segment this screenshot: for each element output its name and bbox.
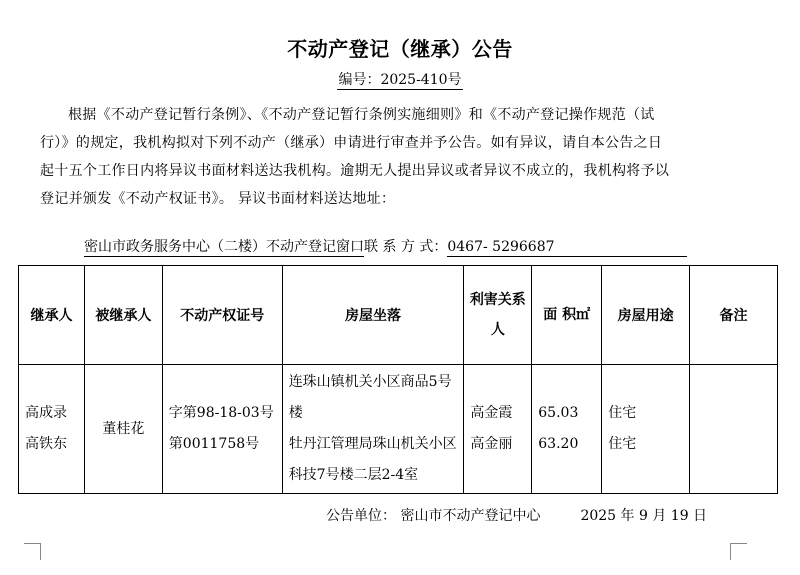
address-line — [84, 236, 687, 257]
announcement-paragraph — [40, 101, 740, 213]
heir-name: 高铁东 — [25, 436, 67, 452]
heir-name: 高成录 — [25, 405, 67, 421]
footer — [326, 505, 707, 525]
header-location: 房屋坐落 — [282, 266, 464, 365]
header-cert: 不动产权证号 — [162, 266, 282, 365]
party-name: 高金丽 — [470, 436, 513, 452]
paragraph-line: 登记并颁发《不动产权证书》。 异议书面材料送达地址： — [40, 191, 396, 207]
contact-phone: 0467- 5296687 — [447, 239, 687, 257]
announcement-number-text: 编号：2025-410号 — [338, 72, 462, 88]
area-value: 63.20 — [538, 436, 579, 452]
announcement-number — [0, 69, 800, 89]
table-row — [19, 365, 778, 494]
header-decedent: 被继承人 — [84, 266, 162, 365]
delivery-address: 密山市政务服务中心（二楼）不动产登记窗口 — [84, 239, 364, 255]
header-heir: 继承人 — [19, 266, 85, 365]
cell-note — [690, 365, 778, 494]
cell-cert: 字第98-18-03号第0011758号 — [162, 365, 282, 494]
header-note: 备注 — [690, 266, 778, 365]
header-use: 房屋用途 — [602, 266, 690, 365]
inheritance-table — [18, 265, 778, 494]
header-area: 面 积㎡ — [532, 266, 602, 365]
use-value: 住宅 — [608, 405, 637, 421]
party-name: 高金霞 — [470, 405, 513, 421]
paragraph-line: 行）》的规定，我机构拟对下列不动产（继承）申请进行审查并予公告。如有异议，请自本公告之日 — [40, 135, 663, 151]
paragraph-line: 根据《不动产登记暂行条例》、《不动产登记暂行条例实施细则》和《不动产登记操作规范（试 — [68, 107, 655, 123]
issuer: 公告单位： 密山市不动产登记中心 — [326, 508, 541, 524]
location-text: 牡丹江管理局珠山机关小区科技7号楼二层2-4室 — [288, 436, 457, 483]
contact-label: 联 系 方 式： — [364, 239, 448, 255]
cell-area — [532, 365, 602, 494]
cell-decedent: 董桂花 — [84, 365, 162, 494]
announcement-title: 不动产登记（继承）公告 — [287, 37, 513, 61]
location-text: 连珠山镇机关小区商品5号楼 — [288, 374, 452, 421]
page-corner-mark — [730, 543, 747, 560]
cell-use — [602, 365, 690, 494]
cell-location — [282, 365, 464, 494]
use-value: 住宅 — [608, 436, 637, 452]
cell-party — [464, 365, 532, 494]
header-party: 利害关系人 — [464, 266, 532, 365]
paragraph-line: 起十五个工作日内将异议书面材料送达我机构。逾期无人提出异议或者异议不成立的，我机构将予以 — [40, 163, 670, 179]
area-value: 65.03 — [538, 405, 579, 421]
cell-heirs — [19, 365, 85, 494]
table-header-row — [19, 266, 778, 365]
page-corner-mark — [24, 543, 41, 560]
announcement-date: 2025 年 9 月 19 日 — [580, 508, 708, 524]
